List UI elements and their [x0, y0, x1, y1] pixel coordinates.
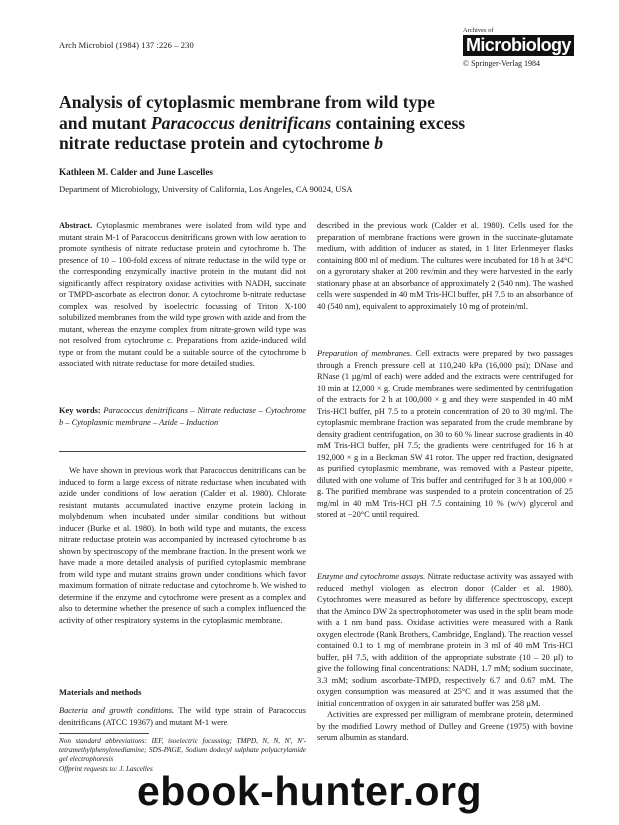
title-text: nitrate reductase protein and cytochrome — [59, 133, 375, 153]
growth-continued — [317, 220, 573, 312]
keywords-heading: Key words: — [59, 406, 101, 415]
watermark-text: ebook-hunter.org — [136, 768, 483, 814]
bacteria-heading: Bacteria and growth conditions. — [59, 706, 175, 715]
bacteria-text: The wild type strain of Paracoccus denitrificans (ATCC 19367) and mutant M-1 were — [59, 706, 306, 727]
preparation-section — [317, 348, 573, 521]
assays-section — [317, 571, 573, 744]
bacteria-section — [59, 705, 306, 728]
journal-masthead — [463, 27, 573, 68]
footnote-rule — [59, 733, 149, 734]
methods-heading: Materials and methods — [59, 688, 142, 697]
journal-logo: Microbiology — [463, 35, 574, 56]
assays-text: Nitrate reductase activity was assayed with reduced methyl viologen as electron donor (Calder et al. 1980). Cytochromes were measured as before by difference spectroscopy, except that the Aminco DW 2a spectrophotometer was used in the split beam mode with a 1 nm band pass. Oxidase activities were measured with a Rank oxygen electrode (Rank Brothers, Cambridge, England). The reaction vessel contained 0.1 to 1 mg of membrane protein in 3 ml of 40 mM Tris-HCl buffer, pH 7.5, with addition of the appropriate substrate (10 – 20 µl) to give the following final concentrations: NADH, 1.7 mM; sodium succinate, 3.3 mM; sodium ascorbate-TMPD, respectively 6.7 and 0.67 mM. The oxygen consumption was measured at 25°C and it was assumed that the initial concentration of oxygen in air saturated buffer was 258 µM. — [317, 572, 574, 708]
section-divider — [59, 451, 306, 452]
publisher-copyright: © Springer-Verlag 1984 — [463, 59, 541, 68]
title-line-3 — [59, 133, 529, 154]
preparation-text: Cell extracts were prepared by two passages through a French pressure cell at 110,240 kPa (16,000 psi); DNase and RNase (1 µg/ml of each) were added and the extracts were centrifuged for 10 min at 12,000 × g. Crude membranes were sedimented by centrifugation of the extracts for 2 h at 100,000 × g and they were suspended in 40 mM Tris-HCl buffer, pH 7.5 to a protein concentration of 20 to 30 mg/ml. The cytoplasmic membrane fraction was separated from the crude membrane by density gradient centrifugation, on 30 to 60 % linear sucrose gradients in 40 mM Tris-HCl buffer, pH 7.5; the gradients were centrifuged for 16 h at 192,000 × g in a Beckman SW 41 rotor. The upper red fraction, designated as purified cytoplasmic membrane, was removed with a Pasteur pipette, diluted with one volume of Tris buffer and centrifuged for 3 h at 100,000 × g. The purified membrane was suspended to a protein concentration of 25 mg/ml in 40 mM Tris-HCl pH 7.5 containing 10 % (w/v) glycerol and stored at −20°C until required. — [317, 349, 573, 519]
abstract-text: Cytoplasmic membranes were isolated from wild type and mutant strain M-1 of Paracoccus denitrificans grown with low aeration to promote synthesis of nitrate reductase protein and cytochrome b. The presence of 10 – 100-fold excess of nitrate reductase in the wild type or the corresponding enzymically inactive protein in the mutant did not significantly affect respiratory oxidase activities with NADH, succinate or TMPD-ascorbate as electron donor. A cytochrome b-nitrate reductase complex was resolved by isoelectric focussing of Triton X-100 solubilized membranes from the wild type grown with azide and from the mutant, whereas the enzyme complex from nitrate-grown wild type was not resolved from cytochrome c. Preparations from azide-induced wild type or from the mutant could be a suitable source of the cytochrome b associated with nitrate reductase for more detailed studies. — [59, 221, 307, 368]
introduction — [59, 465, 306, 626]
authors: Kathleen M. Calder and June Lascelles — [59, 167, 213, 177]
title-line-1: Analysis of cytoplasmic membrane from wild type — [59, 92, 435, 112]
journal-small-label: Archives of — [463, 27, 494, 34]
growth-paragraph: described in the previous work (Calder et al. 1980). Cells used for the preparation of membrane fractions were grown in the succinate-glutamate medium, with addition of inducer as stated, in 1 liter Erlenmeyer flasks containing 800 ml of medium. The cultures were incubated for 18 h at 34°C on a gyrorotary shaker at 200 rev/min and they were harvested in the early stationary phase at an absorbance of approximately 2 (540 nm). The washed cells were suspended in 40 mM Tris-HCl buffer, pH 7.5 to an absorbance of 40 (540 nm), equivalent to approximately 10 mg of protein/ml. — [317, 221, 573, 311]
title-line-2 — [59, 113, 529, 134]
footnote-offprint: Offprint requests to: J. Lascelles — [59, 764, 153, 773]
journal-citation: Arch Microbiol (1984) 137 :226 – 230 — [59, 40, 194, 50]
affiliation: Department of Microbiology, University of California, Los Angeles, CA 90024, USA — [59, 184, 353, 194]
footnote-abbreviations: Non standard abbreviations: IEF, isoelectric focussing; TMPD, N, N, N′, N′-tetramethylphenylenediamine; SDS-PAGE, Sodium dodecyl sulphate polyacrylamide gel electrophoresis — [59, 737, 306, 764]
title-text: and mutant — [59, 112, 151, 133]
intro-paragraph: We have shown in previous work that Paracoccus denitrificans can be induced to form a large excess of nitrate reductase when incubated with azide under conditions of low aeration (Calder et al. 1980). Chlorate resistant mutants accumulated inactive enzyme protein lacking in molybdenum when incubated under similar conditions but without inducer (Burke et al. 1980). In both wild type and mutants, the excess nitrate reductase protein was accompanied by increased cytochrome b as shown by spectroscopy of the membrane fraction. In the present work we have made a more detailed analysis of purified cytoplasmic membrane from wild type and mutant strains grown under conditions which favor maximum formation of nitrate reductase and cytochrome b. We wished to determine if the enzyme and cytochrome were present as a complex and also to determine whether the presence of such a complex influenced the activity of other respiratory systems in the cytoplasmic membrane. — [59, 466, 306, 625]
title-species: Paracoccus denitrificans — [150, 112, 332, 133]
assays-heading: Enzyme and cytochrome assays. — [317, 572, 426, 581]
title-cytochrome: b — [374, 133, 383, 153]
preparation-heading: Preparation of membranes. — [317, 349, 413, 358]
abstract-heading: Abstract. — [59, 221, 93, 230]
activities-paragraph: Activities are expressed per milligram of membrane protein, determined by the modified Lowry method of Dulley and Greene (1975) with bovine serum albumin as standard. — [317, 710, 573, 742]
title-text: containing excess — [331, 112, 466, 133]
keywords — [59, 405, 306, 428]
keywords-text: Paracoccus denitrificans – Nitrate reductase – Cytochrome b – Cytoplasmic membrane – Azide – Induction — [59, 406, 307, 427]
article-title — [59, 92, 529, 154]
abstract — [59, 220, 306, 370]
